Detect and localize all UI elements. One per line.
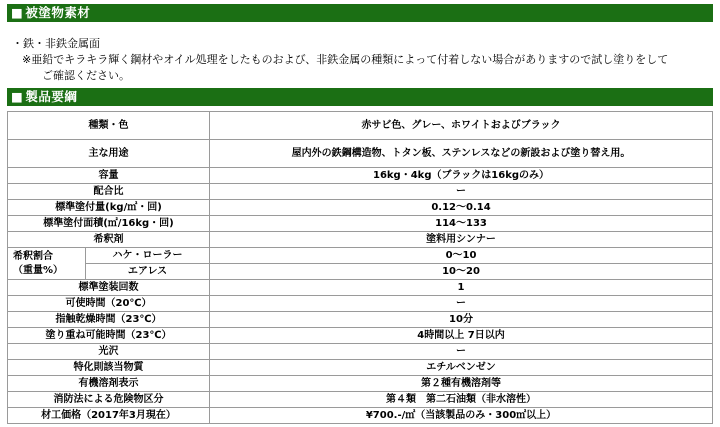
table-row	[8, 360, 713, 376]
row-label: 材工価格（2017年3月現在）	[8, 408, 210, 424]
spec-table	[7, 111, 713, 424]
row-value: 第２種有機溶剤等	[210, 376, 713, 392]
substrate-notes	[12, 36, 668, 84]
table-row	[8, 200, 713, 216]
row-value: 0.12～0.14	[210, 200, 713, 216]
row-value: ー	[210, 296, 713, 312]
square-bullet-icon: ■	[11, 89, 24, 104]
dilution-label	[8, 248, 86, 280]
row-label: 可使時間（20℃）	[8, 296, 210, 312]
table-row	[8, 344, 713, 360]
section-header-spec	[7, 88, 713, 106]
table-row	[8, 232, 713, 248]
row-value: 16kg・4kg（ブラックは16kgのみ）	[210, 168, 713, 184]
table-row	[8, 312, 713, 328]
row-label: 希釈剤	[8, 232, 210, 248]
table-row	[8, 216, 713, 232]
table-row	[8, 168, 713, 184]
row-label: 指触乾燥時間（23℃）	[8, 312, 210, 328]
row-value: 赤サビ色、グレー、ホワイトおよびブラック	[210, 112, 713, 140]
dilution-sub-value: 10～20	[210, 264, 713, 280]
row-value: ー	[210, 344, 713, 360]
substrate-caution-cont: ご確認ください。	[42, 69, 130, 82]
table-row	[8, 408, 713, 424]
row-value: 4時間以上 7日以内	[210, 328, 713, 344]
table-row	[8, 140, 713, 168]
section-header-substrate	[7, 4, 713, 22]
row-value: ー	[210, 184, 713, 200]
section-title: 被塗物素材	[25, 5, 91, 20]
table-row	[8, 264, 713, 280]
dilution-sub-label: エアレス	[86, 264, 210, 280]
row-value: 塗料用シンナー	[210, 232, 713, 248]
dilution-sub-label: ハケ・ローラー	[86, 248, 210, 264]
row-label: 標準塗装回数	[8, 280, 210, 296]
section-title: 製品要綱	[25, 89, 78, 104]
dilution-label-line2: （重量%）	[13, 264, 64, 276]
row-label: 標準塗付量(kg/㎡・回)	[8, 200, 210, 216]
row-label: 有機溶剤表示	[8, 376, 210, 392]
row-value: 10分	[210, 312, 713, 328]
row-value: 114～133	[210, 216, 713, 232]
row-label: 主な用途	[8, 140, 210, 168]
row-label: 光沢	[8, 344, 210, 360]
table-row	[8, 112, 713, 140]
row-label: 消防法による危険物区分	[8, 392, 210, 408]
row-label: 標準塗付面積(㎡/16kg・回)	[8, 216, 210, 232]
table-row	[8, 376, 713, 392]
table-row	[8, 328, 713, 344]
square-bullet-icon: ■	[11, 5, 24, 20]
table-row	[8, 280, 713, 296]
row-value: ¥700.-/㎡（当該製品のみ・300㎡以上）	[210, 408, 713, 424]
row-label: 種類・色	[8, 112, 210, 140]
row-label: 容量	[8, 168, 210, 184]
dilution-sub-value: 0～10	[210, 248, 713, 264]
substrate-caution: ※亜鉛でキラキラ輝く鋼材やオイル処理をしたものおよび、非鉄金属の種類によって付着しない場合がありますので試し塗りをして	[22, 53, 669, 66]
row-label: 塗り重ね可能時間（23℃）	[8, 328, 210, 344]
table-row	[8, 184, 713, 200]
row-label: 特化則該当物質	[8, 360, 210, 376]
row-label: 配合比	[8, 184, 210, 200]
table-row	[8, 296, 713, 312]
table-row	[8, 248, 713, 264]
substrate-line: ・鉄・非鉄金属面	[12, 37, 100, 50]
row-value: 1	[210, 280, 713, 296]
row-value: エチルベンゼン	[210, 360, 713, 376]
row-value: 屋内外の鉄鋼構造物、トタン板、ステンレスなどの新設および塗り替え用。	[210, 140, 713, 168]
dilution-label-line1: 希釈割合	[13, 250, 53, 262]
table-row	[8, 392, 713, 408]
row-value: 第４類 第二石油類（非水溶性）	[210, 392, 713, 408]
